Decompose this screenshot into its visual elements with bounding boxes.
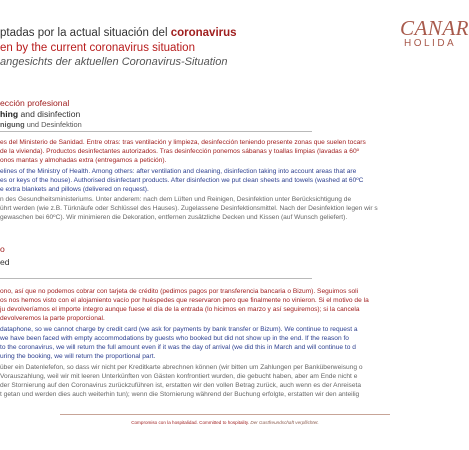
section2-line-de-1: über ein Datenlefefon, so dass wir nicht per Kreditkarte abrechnen können (wir bitten um Zahlungen per Banküberweisung o [0, 364, 363, 371]
section1-line-en-1: elines of the Ministry of Health. Among others: after ventilation and cleaning, disinfection taking into account areas that are [0, 168, 357, 175]
section2-divider [0, 278, 312, 279]
footer-divider [60, 414, 390, 415]
section1-line-en-2: es or keys of the house). Authorised disinfectant products. After disinfection we put clean sheets and towels (washed at 60ºC [0, 177, 364, 184]
section1-line-de-1: n des Gesundheitsministeriums. Unter anderem: nach dem Lüften und Reinigen, Desinfektion unter Berücksichtigung de [0, 196, 352, 203]
section1-title-es: ección profesional [0, 98, 70, 108]
section1-line-en-3: e extra blankets and pillows (delivered on request). [0, 186, 149, 193]
section2-line-es-1: ono, así que no podemos cobrar con tarjeta de crédito (pedimos pagos por transferencia bancaria o Bizum). Seguimos soli [0, 288, 359, 295]
section1-title-de-rest: und Desinfektion [24, 120, 82, 129]
section2-line-de-2: Vorauszahlung, weil wir mit leeren Unterkünften von Gästen konfrontiert wurden, die gebucht haben, aber am Ende nicht e [0, 373, 358, 380]
section2-line-en-4: uring the booking, we will return the proportional part. [0, 353, 156, 360]
section2-line-en-2: we have been faced with empty accommodations by guests who booked but did not show up in the end. If the reason fo [0, 335, 349, 342]
headline-en: en by the current coronavirus situation [0, 42, 195, 54]
section1-divider [0, 131, 312, 132]
section1-line-es-3: onos mantas y almohadas extra (entregamos a petición). [0, 157, 167, 164]
section2-line-de-4: t getan und werden dies auch weiterhin tun); wenn die Stornierung während der Buchung erfolgte, erstatten wir den anteilig [0, 391, 360, 398]
section1-title-en [0, 109, 80, 119]
section1-title-de-bold: nigung [0, 120, 25, 129]
section2-line-en-1: dataphone, so we cannot charge by credit card (we ask for payments by bank transfer or Bizum). We continue to request a [0, 326, 358, 333]
footer-tagline-de: Der Gastfreundschaft verpflichtet. [250, 420, 319, 425]
section1-line-es-2: de la vivienda). Productos desinfectantes autorizados. Tras desinfección ponemos sábanas y toallas limpias (lavadas a 60º [0, 148, 360, 155]
section2-title-es: o [0, 244, 5, 254]
logo-subtitle: HOLIDA [404, 38, 457, 49]
footer-tagline-en: Committed to hospitality. [199, 420, 250, 425]
section2-title-en: ed [0, 257, 10, 267]
section1-title-en-rest: and disinfection [18, 109, 81, 119]
footer-tagline-es: Compromiso con la hospitalidad. [131, 420, 198, 425]
footer-tagline [0, 420, 450, 425]
headline-de: angesichts der aktuellen Coronavirus-Situation [0, 56, 228, 68]
section1-line-es-1: es del Ministerio de Sanidad. Entre otras: tras ventilación y limpieza, desinfección teniendo presente zonas que suelen tocars [0, 139, 366, 146]
section2-line-en-3: to the coronavirus, we will return the full amount even if it was the day of arrival (we did this in March and will continue to d [0, 344, 356, 351]
headline-es-prefix: ptadas por la actual situación del [0, 27, 171, 39]
section2-line-es-2: os nos hemos visto con el alojamiento vacío por huéspedes que reservaron pero que finalmente no vinieron. Si el motivo de la [0, 297, 369, 304]
section2-line-es-4: devolveremos la parte proporcional. [0, 315, 105, 322]
brand-logo [400, 16, 469, 56]
section1-title-en-bold: hing [0, 109, 19, 119]
logo-wordmark: CANAR [400, 16, 469, 40]
section2-line-es-3: ju devolveríamos el importe íntegro aunque fuese el día de la entrada (lo hicimos en marzo y así seguiremos); si la cancela [0, 306, 360, 313]
headline-es-bold: coronavirus [170, 27, 237, 39]
section1-line-de-2: ührt werden (wie z.B. Türknäufe oder Schlüssel des Hauses). Zugelassene Desinfektionsmittel. Nach der Desinfektion legen wir s [0, 205, 378, 212]
section2-line-de-3: der Stornierung auf den Coronavirus zurückzuführen ist, erstatten wir den vollen Betrag zurück, auch wenn es der Anreiseta [0, 382, 362, 389]
headline-es [0, 27, 237, 39]
section1-title-de [0, 120, 82, 129]
section1-line-de-3: gewaschen bei 60ºC). Wir minimieren die Dekoration, entfernen zusätzliche Decken und Kissen (auf Wunsch geliefert). [0, 214, 348, 221]
